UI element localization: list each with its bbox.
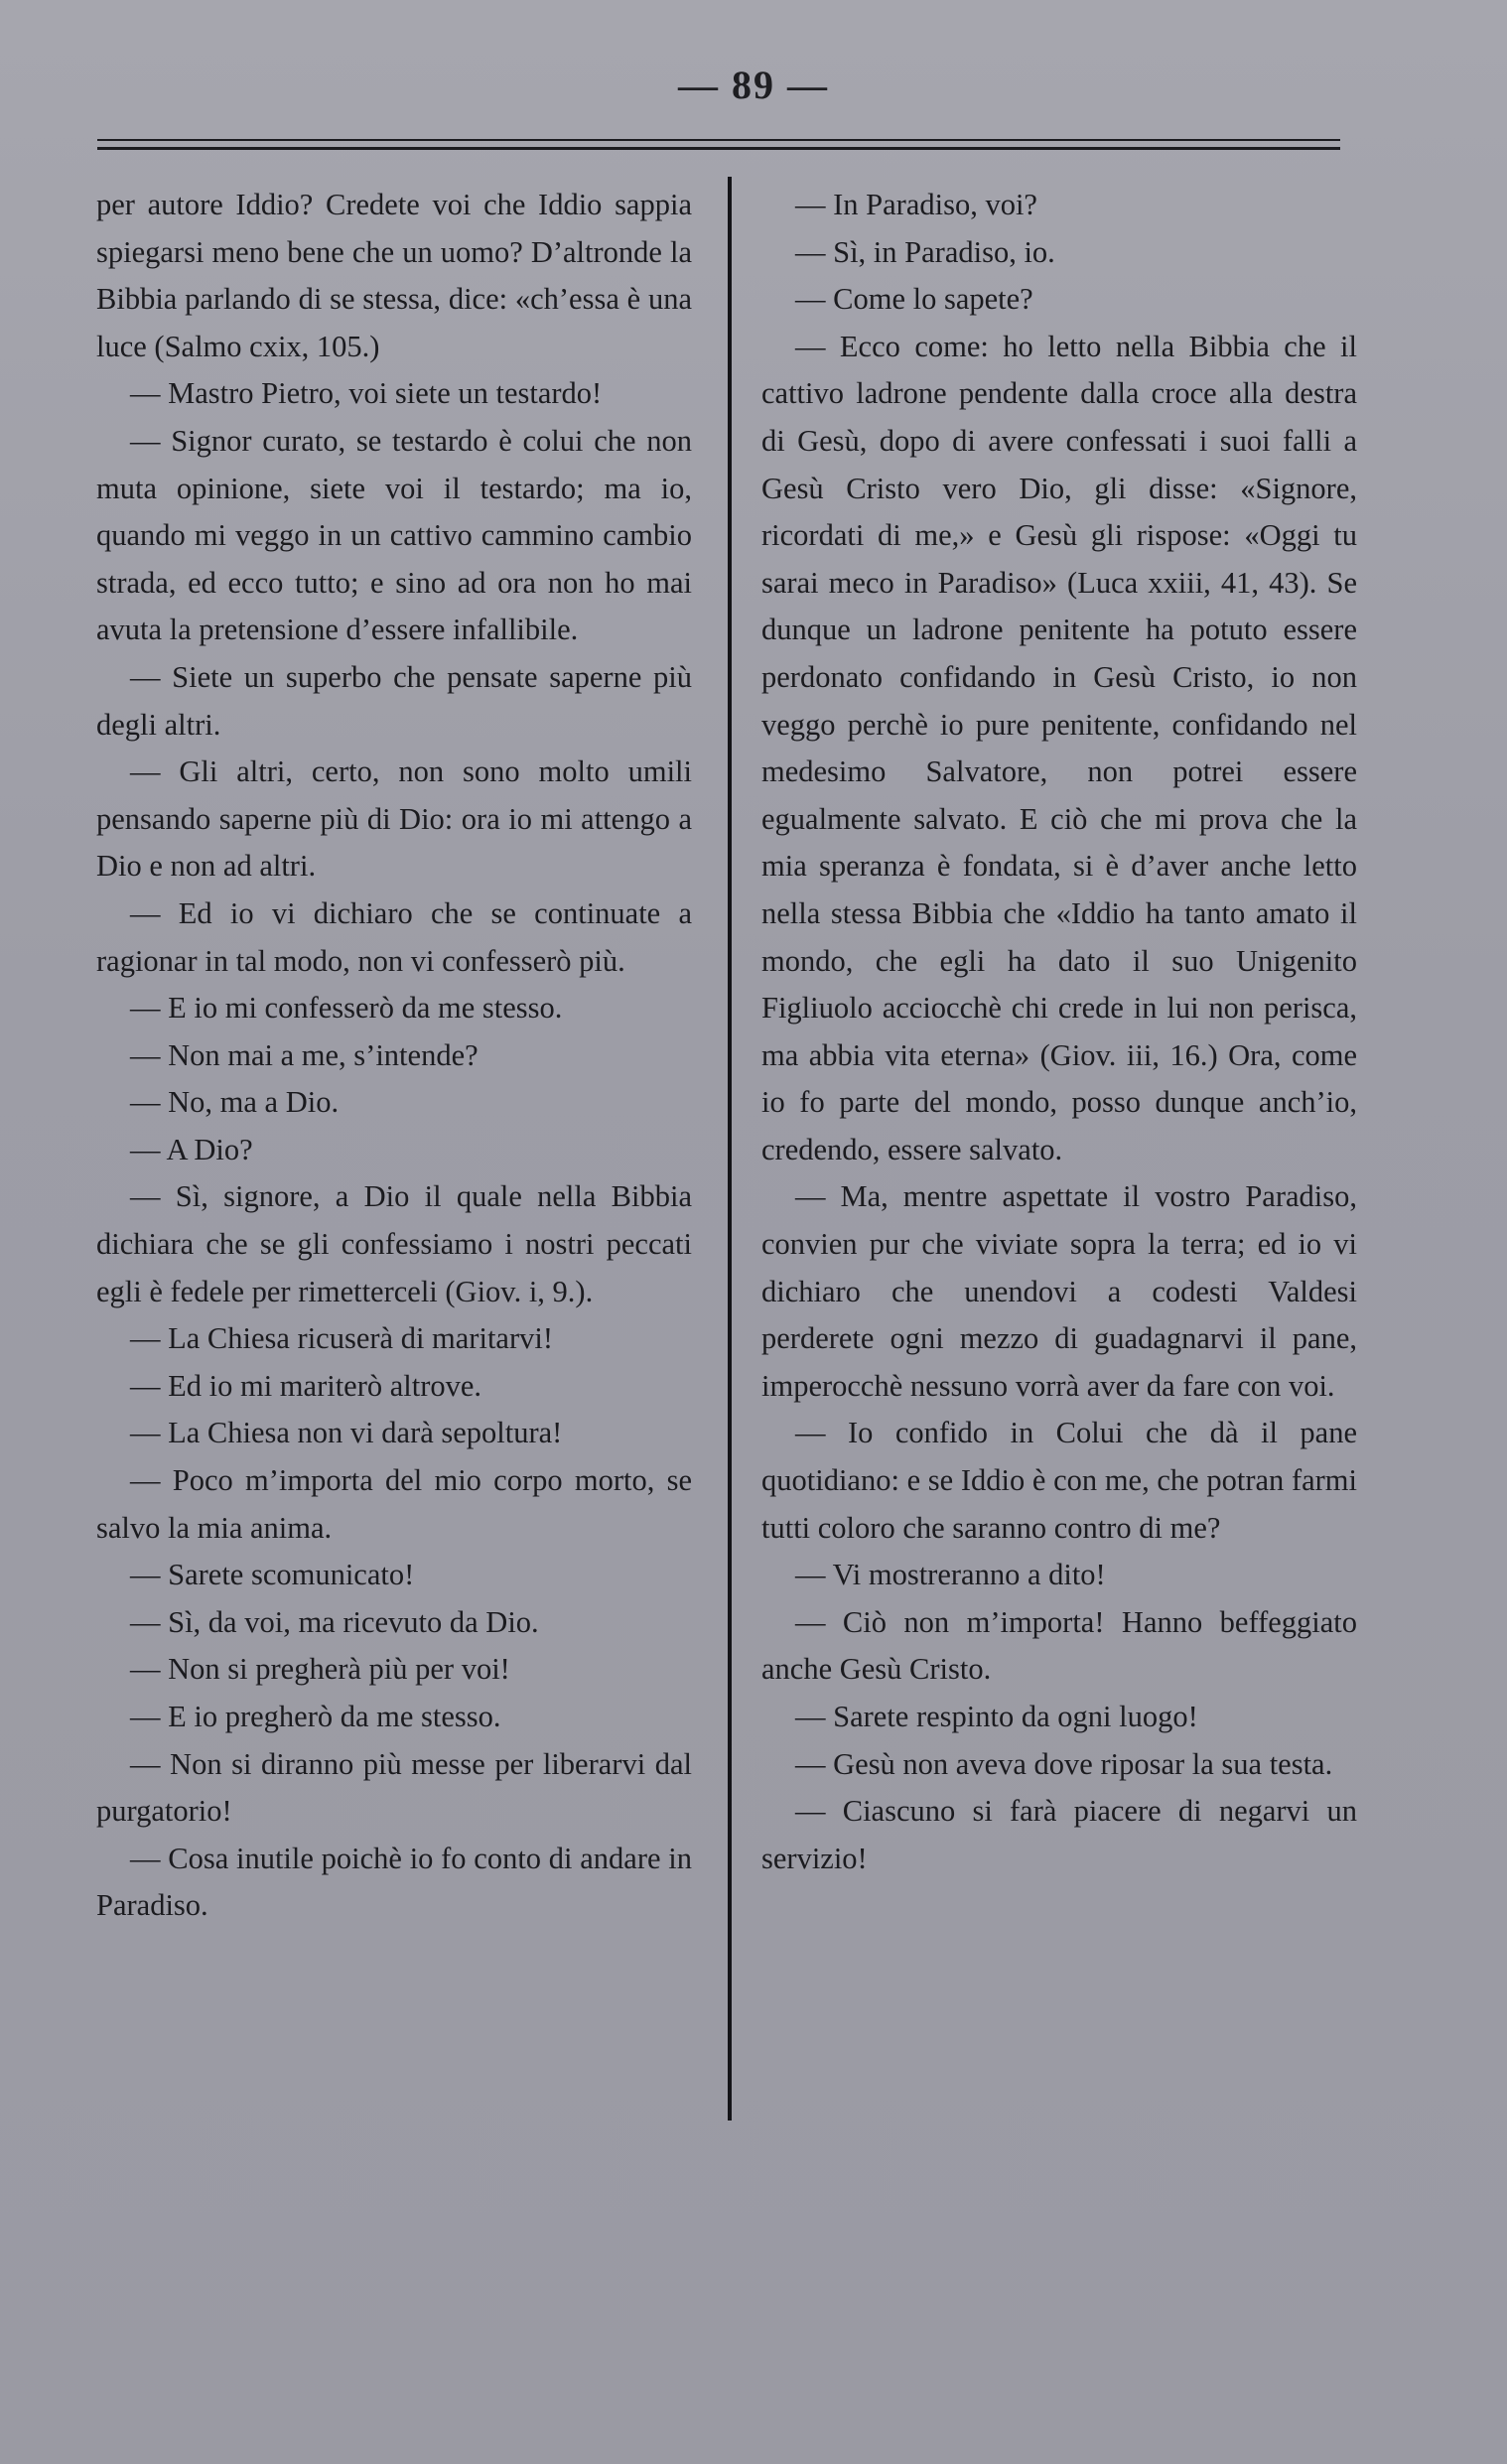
header-rule: [97, 139, 1340, 150]
column-divider: [728, 177, 732, 2121]
paragraph: — Sì, signore, a Dio il quale nella Bibbia dichiara che se gli confessiamo i nostri peccati egli è fedele per rimetterceli (Giov. i, 9.).: [96, 1179, 692, 1308]
paragraph: — E io mi confesserò da me stesso.: [130, 991, 563, 1026]
paragraph: — Come lo sapete?: [795, 282, 1033, 317]
paragraph: — Ma, mentre aspettate il vostro Paradiso, convien pur che viviate sopra la terra; ed io vi dichiaro che unendovi a codesti Valdesi perderete ogni mezzo di guadagnarvi il pane, imperocchè nessuno vorrà aver da fare con voi.: [761, 1179, 1357, 1403]
paragraph: — Ciascuno si farà piacere di negarvi un servizio!: [761, 1794, 1357, 1875]
paragraph: — In Paradiso, voi?: [795, 188, 1037, 221]
paragraph: — Cosa inutile poichè io fo conto di andare in Paradiso.: [96, 1841, 692, 1923]
paragraph: — Gli altri, certo, non sono molto umili pensando saperne più di Dio: ora io mi attengo a Dio e non ad altri.: [96, 754, 692, 884]
paragraph: — La Chiesa non vi darà sepoltura!: [130, 1416, 563, 1450]
page-number: — 89 —: [678, 63, 829, 107]
left-column: [96, 182, 692, 1930]
paragraph: — Signor curato, se testardo è colui che non muta opinione, siete voi il testardo; ma io, quando mi veggo in un cattivo cammino cambio strada, ed ecco tutto; e sino ad ora non ho mai avuta la pretensione d’essere infallibile.: [96, 423, 692, 647]
paragraph: — No, ma a Dio.: [130, 1085, 340, 1120]
paragraph: — Sarete scomunicato!: [130, 1558, 415, 1592]
paragraph: — Sì, da voi, ma ricevuto da Dio.: [130, 1604, 539, 1639]
paragraph: — Sarete respinto da ogni luogo!: [795, 1700, 1198, 1733]
paragraph: — Non mai a me, s’intende?: [130, 1037, 479, 1072]
paragraph: — Non si pregherà più per voi!: [130, 1652, 510, 1687]
paragraph: — Gesù non aveva dove riposar la sua testa.: [795, 1746, 1333, 1781]
paragraph: — Mastro Pietro, voi siete un testardo!: [130, 376, 603, 411]
paragraph: — Poco m’importa del mio corpo morto, se salvo la mia anima.: [96, 1463, 692, 1545]
right-column: [761, 182, 1357, 1882]
paragraph: — A Dio?: [130, 1132, 253, 1166]
paragraph: — La Chiesa ricuserà di maritarvi!: [130, 1321, 553, 1356]
paragraph: — Ciò non m’importa! Hanno beffeggiato anche Gesù Cristo.: [761, 1604, 1357, 1687]
paragraph: — Io confido in Colui che dà il pane quotidiano: e se Iddio è con me, che potran farmi tutti coloro che saranno contro di me?: [761, 1416, 1357, 1545]
paragraph: — Sì, in Paradiso, io.: [795, 234, 1055, 269]
paragraph: — Ed io mi mariterò altrove.: [130, 1368, 482, 1403]
paragraph: — Non si diranno più messe per liberarvi dal purgatorio!: [96, 1746, 692, 1829]
paragraph: — E io pregherò da me stesso.: [130, 1700, 501, 1733]
paragraph: — Ed io vi dichiaro che se continuate a ragionar in tal modo, non vi confesserò più.: [96, 895, 692, 978]
paragraph: — Ecco come: ho letto nella Bibbia che il cattivo ladrone pendente dalla croce alla destra di Gesù, dopo di avere confessati i suoi falli a Gesù Cristo vero Dio, gli disse: «Signore, ricordati di me,» e Gesù gli rispose: «Oggi tu sarai meco in Paradiso» (Luca xxiii, 41, 43). Se dunque un ladrone penitente ha potuto essere perdonato confidando in Gesù Cristo, io non veggo perchè io pure penitente, confidando nel medesimo Salvatore, non potrei essere egualmente salvato. E ciò che mi prova che la mia speranza è fondata, si è d’aver anche letto nella stessa Bibbia che «Iddio ha tanto amato il mondo, che egli ha dato il suo Unigenito Figliuolo acciocchè chi crede in lui non perisca, ma abbia vita eterna» (Giov. iii, 16.) Ora, come io fo parte del mondo, posso dunque anch’io, credendo, essere salvato.: [761, 329, 1357, 1166]
paragraph: per autore Iddio? Credete voi che Iddio sappia spiegarsi meno bene che un uomo? D’altronde la Bibbia parlando di se stessa, dice: «ch’essa è una luce (Salmo cxix, 105.): [96, 188, 692, 363]
paragraph: — Vi mostreranno a dito!: [795, 1558, 1106, 1592]
paragraph: — Siete un superbo che pensate saperne più degli altri.: [96, 659, 692, 742]
